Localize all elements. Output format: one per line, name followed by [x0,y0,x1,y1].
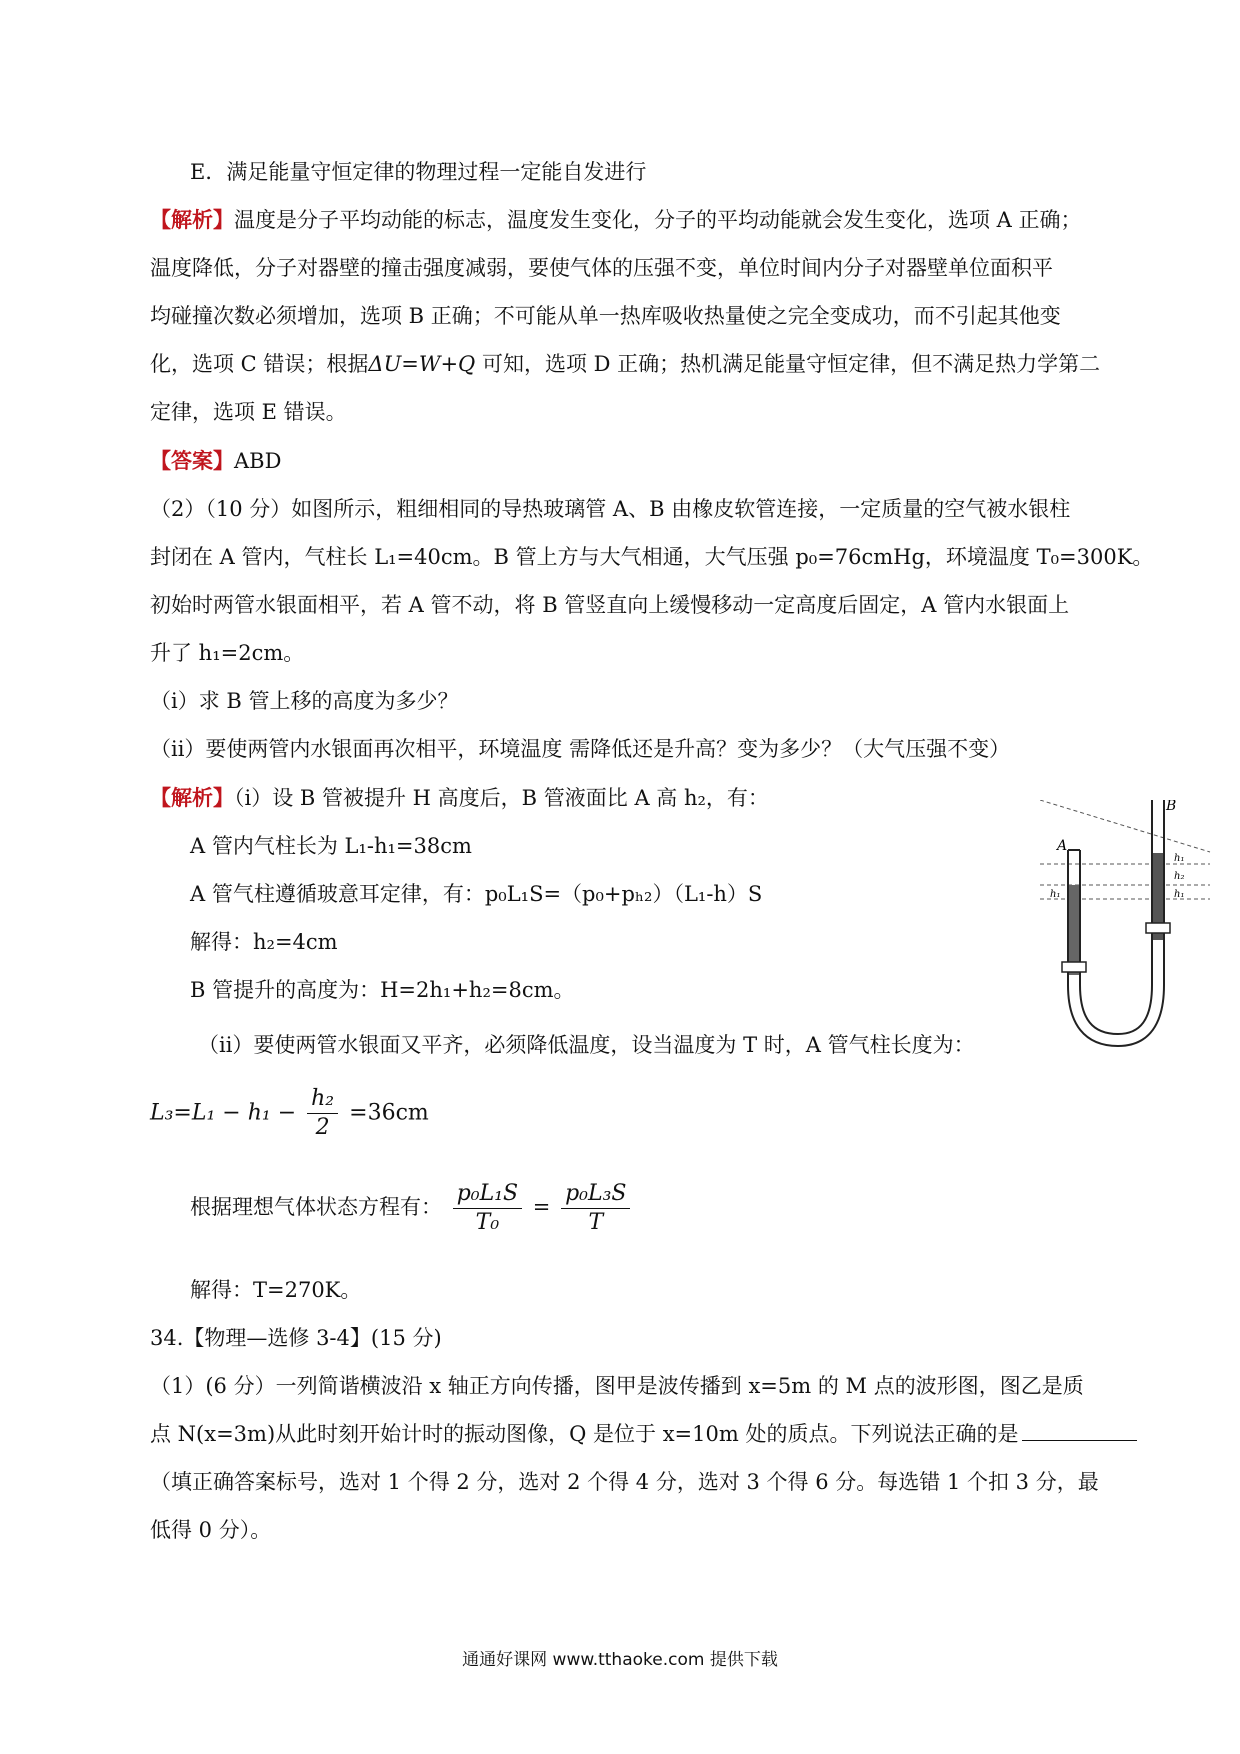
q34-line-4: 低得 0 分）。 [150,1518,272,1542]
solution-line-3: A 管气柱遵循玻意耳定律，有：p₀L₁S=（p₀+pₕ₂）（L₁-h）S [190,882,763,906]
analysis-line-5: 定律，选项 E 错误。 [150,400,347,424]
clamp-a [1062,962,1086,972]
q2-subquestion-ii: （ii）要使两管内水银面再次相平，环境温度 需降低还是升高？变为多少？（大气压强不变） [150,737,1011,761]
analysis-text-4a: 化，选项 C 错误；根据 [150,352,369,376]
eq1-left: L₃=L₁ − h₁ − [150,1100,297,1126]
analysis-line-4 [150,349,1100,379]
analysis-text-4b: 可知，选项 D 正确；热机满足能量守恒定律，但不满足热力学第二 [475,352,1101,376]
q34-line-2 [150,1419,1137,1449]
answer-label: 【答案】 [150,448,234,473]
eq2-denominator-right: T [588,1210,604,1235]
eq2-numerator-right: p₀L₃S [561,1180,630,1209]
eq2-fraction-right [561,1180,630,1237]
solution-line-6: （ii）要使两管水银面又平齐，必须降低温度，设当温度为 T 时，A 管气柱长度为： [198,1033,975,1057]
analysis-label: 【解析】 [150,207,234,232]
q2-line-2: 封闭在 A 管内，气柱长 L₁=40cm。B 管上方与大气相通，大气压强 p₀=76cmHg，环境温度 T₀=300K。 [150,545,1154,569]
label-h1-right: h₁ [1174,889,1185,900]
equation-l3 [150,1085,429,1142]
label-h1-left: h₁ [1050,889,1061,900]
analysis-text-1: 温度是分子平均动能的标志，温度发生变化，分子的平均动能就会发生变化，选项 A 正确； [234,208,1082,232]
eq1-right: =36cm [349,1100,429,1126]
label-a: A [1057,838,1068,854]
tube-a [1062,850,1086,975]
equation-gas-law [190,1180,634,1237]
label-h1-top: h₁ [1174,853,1185,864]
gas-law-label: 根据理想气体状态方程有： [190,1195,442,1219]
eq1-fraction [307,1085,338,1142]
solution-line-4: 解得：h₂=4cm [190,930,338,954]
solution-line-2: A 管内气柱长为 L₁-h₁=38cm [190,834,472,858]
u-tube-diagram [1040,800,1220,1050]
page-footer: 通通好课网 www.tthaoke.com 提供下载 [462,1650,778,1670]
q34-heading: 34.【物理—选修 3-4】(15 分) [150,1326,442,1350]
answer-value: ABD [234,449,282,473]
eq2-denominator-left: T₀ [475,1210,500,1235]
q34-line-1: （1）(6 分）一列简谐横波沿 x 轴正方向传播，图甲是波传播到 x=5m 的 M 点的波形图，图乙是质 [150,1374,1084,1398]
q2-line-3: 初始时两管水银面相平，若 A 管不动，将 B 管竖直向上缓慢移动一定高度后固定，A 管内水银面上 [150,593,1070,617]
first-law-formula: ΔU=W+Q [368,352,476,376]
clamp-b [1146,923,1170,933]
eq1-numerator: h₂ [307,1085,338,1114]
q2-line-1: （2）（10 分）如图所示，粗细相同的导热玻璃管 A、B 由橡皮软管连接，一定质量的空气被水银柱 [150,497,1071,521]
solution-line-5: B 管提升的高度为：H=2h₁+h₂=8cm。 [190,978,575,1002]
answer-line [150,446,281,476]
eq2-fraction-left [453,1180,522,1237]
answer-blank [1022,1440,1137,1441]
q2-subquestion-i: （i）求 B 管上移的高度为多少？ [150,689,459,713]
solution-line-1 [150,783,769,813]
solution-result: 解得：T=270K。 [190,1278,362,1302]
eq2-numerator-left: p₀L₁S [453,1180,522,1209]
analysis-line-2: 温度降低，分子对器壁的撞击强度减弱，要使气体的压强不变，单位时间内分子对器壁单位面积平 [150,256,1053,280]
label-b: B [1166,800,1177,814]
analysis-line-3: 均碰撞次数必须增加，选项 B 正确；不可能从单一热库吸收热量使之完全变成功，而不引起其他变 [150,304,1061,328]
q2-line-4: 升了 h₁=2cm。 [150,641,305,665]
q34-text-2: 点 N(x=3m)从此时刻开始计时的振动图像，Q 是位于 x=10m 处的质点。下列说法正确的是 [150,1422,1019,1446]
q34-line-3: （填正确答案标号，选对 1 个得 2 分，选对 2 个得 4 分，选对 3 个得 6 分。每选错 1 个扣 3 分，最 [150,1470,1099,1494]
label-h2: h₂ [1174,871,1185,882]
tube-b [1146,800,1170,940]
eq1-denominator: 2 [315,1115,330,1140]
solution-text-1: （i）设 B 管被提升 H 高度后，B 管液面比 A 高 h₂，有： [234,786,769,810]
option-e: E．满足能量守恒定律的物理过程一定能自发进行 [190,160,647,184]
analysis-line-1 [150,205,1082,235]
analysis-label-2: 【解析】 [150,785,234,810]
eq2-equals: = [532,1195,551,1219]
